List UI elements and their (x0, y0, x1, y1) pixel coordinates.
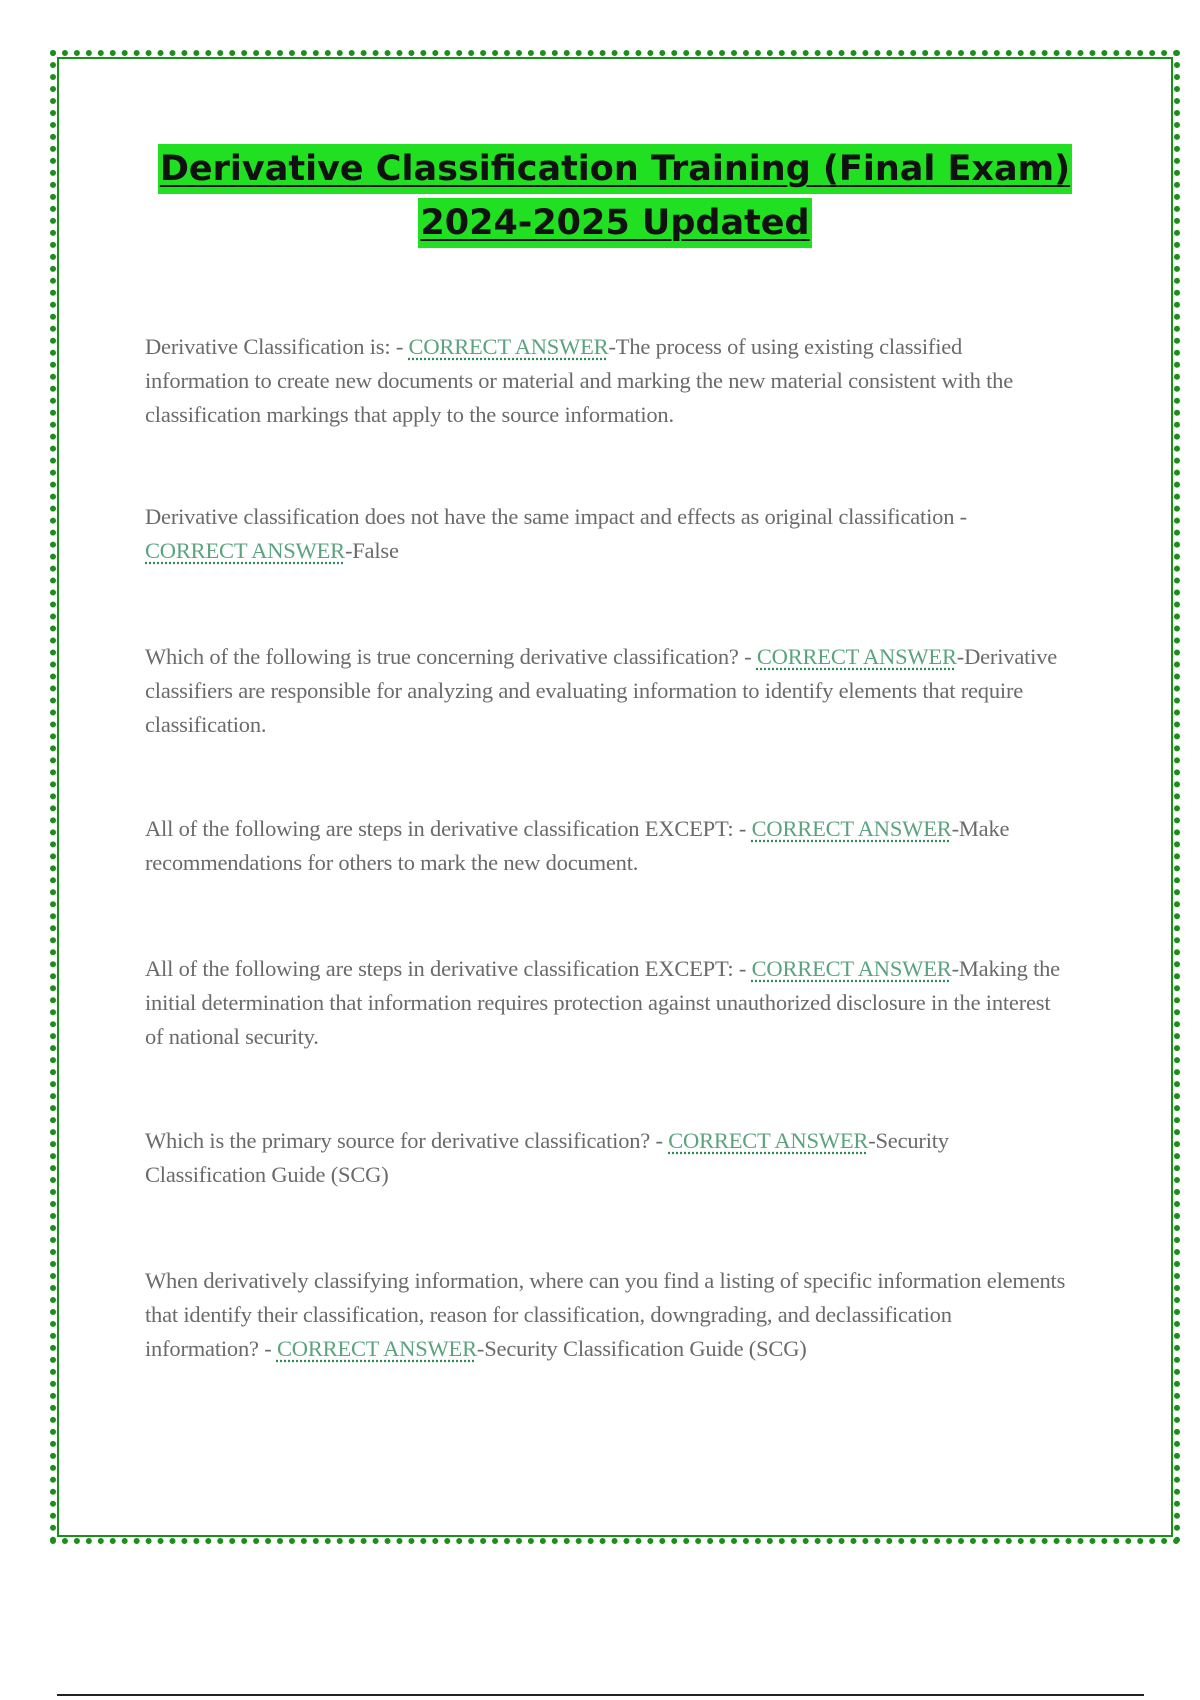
question-text: Derivative classification does not have the same impact and effects as original classification - (145, 504, 967, 529)
correct-answer-tag: CORRECT ANSWER (751, 816, 952, 841)
qa-list (145, 330, 1070, 1366)
qa-item-2 (145, 500, 1070, 568)
qa-item-6 (145, 1124, 1070, 1192)
qa-item-7 (145, 1264, 1070, 1366)
qa-item-3 (145, 640, 1070, 742)
title-line-1: Derivative Classification Training (Final Exam) (158, 144, 1072, 194)
question-text: Which of the following is true concerning derivative classification? - (145, 644, 757, 669)
question-text: Which is the primary source for derivative classification? - (145, 1128, 669, 1153)
document-title (0, 142, 1200, 250)
question-text: All of the following are steps in derivative classification EXCEPT: - (145, 956, 752, 981)
answer-text: -Make recommendations for others to mark the new document. (145, 816, 1010, 875)
question-text: When derivatively classifying information, where can you find a listing of specific information elements that identify their classification, reason for classification, downgrading, and declassification information? - (145, 1268, 1066, 1361)
correct-answer-tag: CORRECT ANSWER (668, 1128, 869, 1153)
qa-item-5 (145, 952, 1070, 1054)
correct-answer-tag: CORRECT ANSWER (145, 538, 345, 563)
question-text: Derivative Classification is: - (145, 334, 409, 359)
correct-answer-tag: CORRECT ANSWER (751, 956, 952, 981)
question-text: All of the following are steps in derivative classification EXCEPT: - (145, 816, 752, 841)
qa-item-1 (145, 330, 1070, 432)
correct-answer-tag: CORRECT ANSWER (408, 334, 609, 359)
answer-text: -Making the initial determination that information requires protection against unauthorized disclosure in the interest of national security. (145, 956, 1060, 1049)
correct-answer-tag: CORRECT ANSWER (756, 644, 957, 669)
answer-text: -False (344, 538, 399, 563)
answer-text: -Security Classification Guide (SCG) (145, 1128, 949, 1187)
answer-text: -The process of using existing classified information to create new documents or material and marking the new material consistent with the classification markings that apply to the source information. (145, 334, 1014, 427)
answer-text: -Derivative classifiers are responsible for analyzing and evaluating information to identify elements that require classification. (145, 644, 1058, 737)
answer-text: -Security Classification Guide (SCG) (476, 1336, 807, 1361)
correct-answer-tag: CORRECT ANSWER (276, 1336, 477, 1361)
title-line-2: 2024-2025 Updated (418, 198, 811, 248)
qa-item-4 (145, 812, 1070, 880)
footer-divider (57, 1694, 1144, 1696)
